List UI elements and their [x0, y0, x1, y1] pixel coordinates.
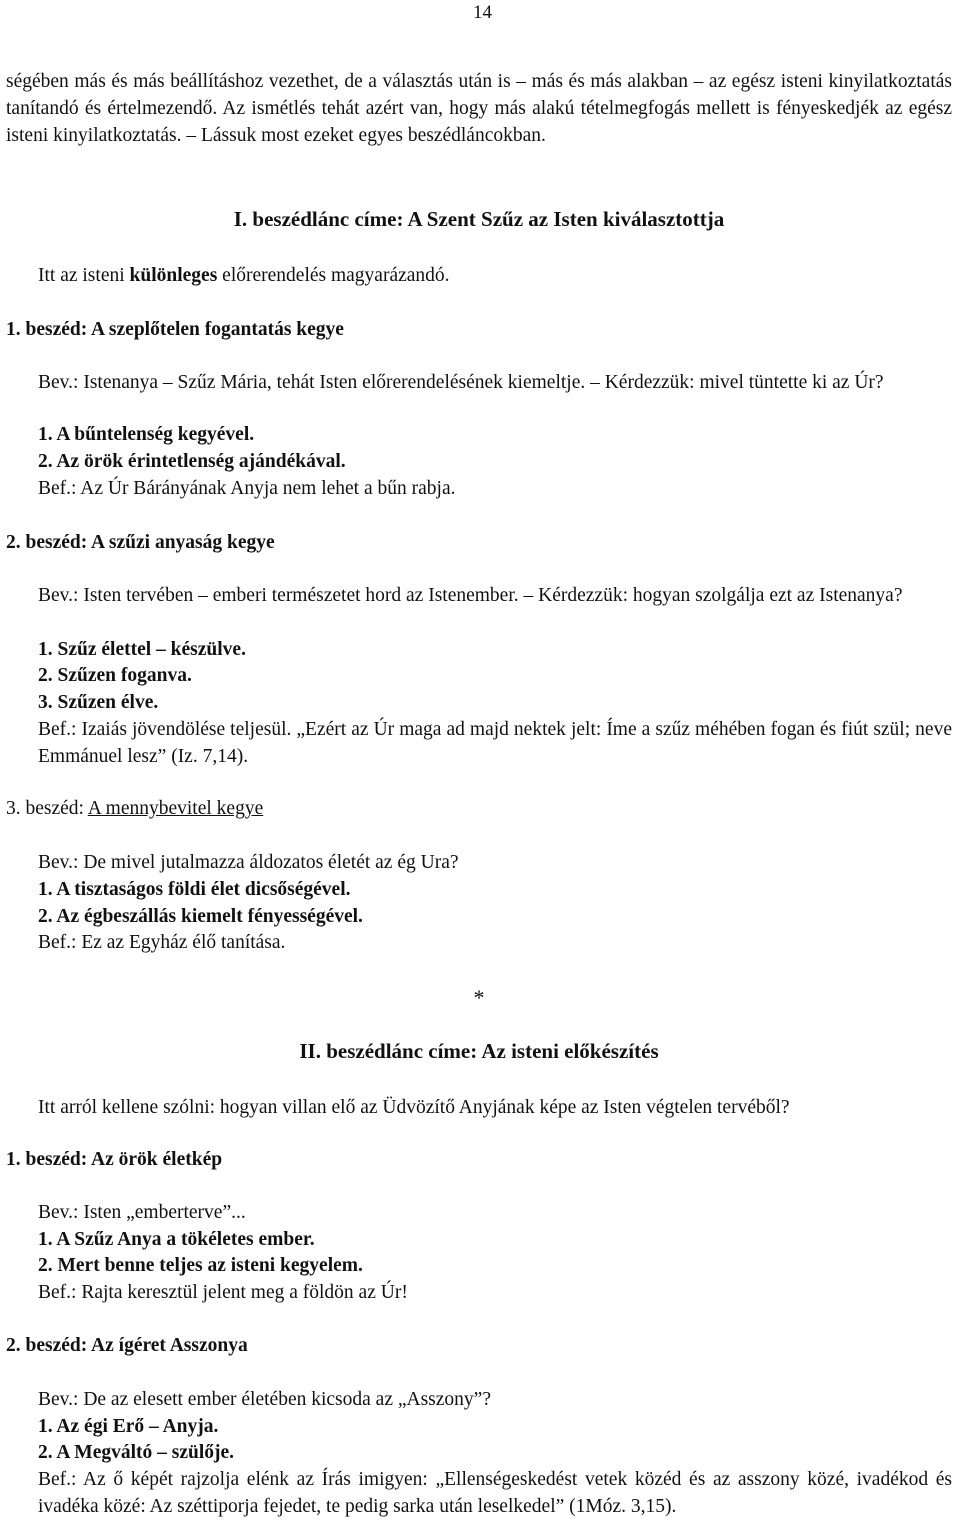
- page-number: 14: [473, 2, 492, 23]
- chain-2-speech-2-title: 2. beszéd: Az ígéret Asszonya: [6, 1335, 248, 1356]
- chain-1-speech-3-title: 3. beszéd: A mennybevitel kegye: [6, 798, 264, 819]
- chain-2-speech-1-bev: Bev.: Isten „emberterve”...: [38, 1202, 246, 1223]
- chain-1-speech-1-title: 1. beszéd: A szeplőtelen fogantatás kegye: [6, 319, 344, 340]
- chain-1-speech-1-bef: Bef.: Az Úr Bárányának Anyja nem lehet a bűn rabja.: [38, 478, 456, 499]
- chain-2-speech-2-bef: Bef.: Az ő képét rajzolja elénk az Írás imigyen: „Ellenségeskedést vetek közéd és az asszony közé, ivadékod és ivadéka közé: Az széttiporja fejedet, te pedig sarka után leselkedel” (1Móz. 3,15).: [38, 1469, 952, 1517]
- chain-1-speech-2-bev: Bev.: Isten tervében – emberi természetet hord az Istenember. – Kérdezzük: hogyan szolgálja ezt az Istenanya?: [38, 585, 903, 606]
- chain-1-speech-2-point-1: 1. Szűz élettel – készülve.: [38, 639, 246, 660]
- chain-1-speech-2-point-3: 3. Szűzen élve.: [38, 692, 159, 713]
- chain-1-speech-1-bev: Bev.: Istenanya – Szűz Mária, tehát Isten előrerendelésének kiemeltje. – Kérdezzük: mivel tüntette ki az Úr?: [38, 372, 884, 393]
- chain-2-title: II. beszédlánc címe: Az isteni előkészítés: [299, 1039, 659, 1063]
- chain-2-description: Itt arról kellene szólni: hogyan villan elő az Üdvözítő Anyjának képe az Isten végtelen tervéből?: [38, 1097, 790, 1118]
- chain-2-speech-1-point-2: 2. Mert benne teljes az isteni kegyelem.: [38, 1255, 363, 1276]
- intro-paragraph: ségében más és más beállításhoz vezethet, de a választás után is – más és más alakban – az egész isteni kinyilatkoztatás tanítandó és értelmezendő. Az ismétlés tehát azért van, hogy más alakú tételmegfogás mellett is fényeskedjék az egész isteni kinyilatkoztatás. – Lássuk most ezeket egyes beszédláncokban.: [6, 71, 952, 146]
- chain-1-speech-3-bev: Bev.: De mivel jutalmazza áldozatos életét az ég Ura?: [38, 852, 459, 873]
- chain-2-speech-1-point-1: 1. A Szűz Anya a tökéletes ember.: [38, 1229, 315, 1250]
- chain-1-speech-2-point-2: 2. Szűzen foganva.: [38, 665, 192, 686]
- chain-2-speech-1-title: 1. beszéd: Az örök életkép: [6, 1149, 223, 1170]
- chain-1-description: Itt az isteni különleges előrerendelés magyarázandó.: [38, 265, 450, 286]
- chain-1-title: I. beszédlánc címe: A Szent Szűz az Isten kiválasztottja: [233, 207, 725, 231]
- chain-1-speech-3-bef: Bef.: Ez az Egyház élő tanítása.: [38, 932, 286, 953]
- chain-1-speech-3-point-1: 1. A tisztaságos földi élet dicsőségével.: [38, 879, 351, 900]
- chain-1-speech-1-point-1: 1. A bűntelenség kegyével.: [38, 424, 255, 445]
- chain-1-speech-1-point-2: 2. Az örök érintetlenség ajándékával.: [38, 451, 346, 472]
- section-separator: *: [473, 985, 485, 1010]
- chain-2-speech-2-point-1: 1. Az égi Erő – Anyja.: [38, 1416, 219, 1437]
- chain-1-speech-2-bef: Bef.: Izaiás jövendölése teljesül. „Ezért az Úr maga ad majd nektek jelt: Íme a szűz méhében fogan és fiút szül; neve Emmánuel lesz” (Iz. 7,14).: [38, 719, 952, 767]
- chain-2-speech-1-bef: Bef.: Rajta keresztül jelent meg a földön az Úr!: [38, 1282, 408, 1303]
- chain-1-speech-3-point-2: 2. Az égbeszállás kiemelt fényességével.: [38, 906, 363, 927]
- chain-2-speech-2-point-2: 2. A Megváltó – szülője.: [38, 1442, 235, 1463]
- chain-2-speech-2-bev: Bev.: De az elesett ember életében kicsoda az „Asszony”?: [38, 1389, 491, 1410]
- chain-1-speech-2-title: 2. beszéd: A szűzi anyaság kegye: [6, 532, 275, 553]
